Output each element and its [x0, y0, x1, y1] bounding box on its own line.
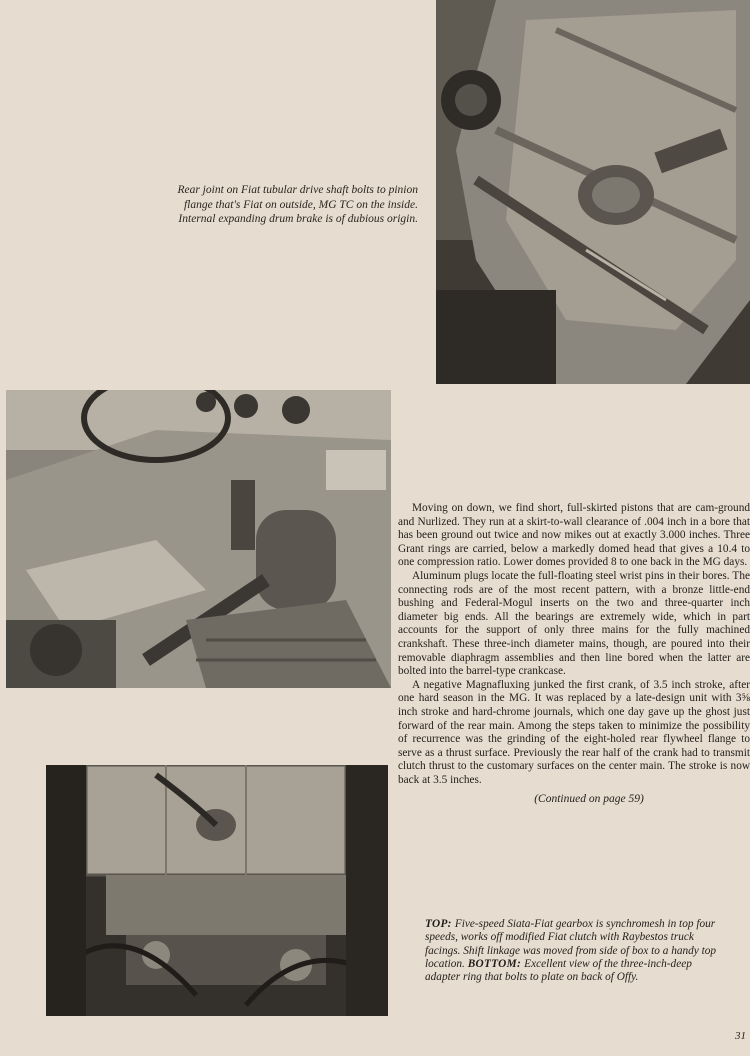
caption-label-bottom: BOTTOM:: [467, 957, 525, 970]
photo-cockpit: [6, 390, 391, 688]
article-body: [398, 502, 750, 807]
caption-line: Rear joint on Fiat tubular drive shaft bolts to pinion: [177, 184, 418, 196]
caption-text-bottom: Excellent view of the three-inch-deep adapter ring that bolts to plate on back of Offy.: [425, 957, 692, 984]
caption-gearbox: [425, 918, 725, 984]
photo-gearbox: [46, 765, 388, 1016]
continued-on-page: (Continued on page 59): [534, 793, 644, 806]
caption-text-top: Five-speed Siata-Fiat gearbox is synchromesh in top four speeds, works off modified Fiat clutch with Raybestos truck facings. Shift linkage was moved from side of box to a handy top location.: [425, 918, 717, 970]
page-number: 31: [735, 1030, 746, 1042]
caption-label-top: TOP:: [425, 918, 455, 930]
caption-line: Internal expanding drum brake is of dubious origin.: [178, 213, 418, 225]
caption-rear-joint: [110, 183, 418, 227]
caption-line: flange that's Fiat on outside, MG TC on the inside.: [183, 198, 418, 211]
article-paragraph: Aluminum plugs locate the full-floating steel wrist pins in their bores. The connecting rods are of the most recent pattern, with a bronze little-end bushing and Federal-Mogul inserts on the two and three-quarter inch diameter big ends. All the bearings are extremely wide, which in part accounts for the support of only three mains for the fully machined crankshaft. These three-inch diameter mains, though, are poured into their removable diaphragm assemblies and then line bored when the latter are bolted into the barrel-type crankcase.: [398, 569, 750, 678]
photo-rear-axle: [436, 0, 750, 384]
article-paragraph: Moving on down, we find short, full-skirted pistons that are cam-ground and Nurlized. They run at a skirt-to-wall clearance of .004 inch in a bore that has been ground out twice and now mikes out at exactly 3.000 inches. Three Grant rings are carried, below a markedly domed head that gives a 10.4 to one compression ratio. Lower domes provided 8 to one back in the MG days.: [398, 502, 750, 569]
article-paragraph: A negative Magnafluxing junked the first crank, of 3.5 inch stroke, after one hard season in the MG. It was replaced by a late-design unit with 3⅝ inch stroke and hard-chrome journals, which one day gave up the ghost just forward of the rear main. Among the steps taken to minimize the possibility of recurrence was the grinding of the eight-holed rear flywheel flange to serve as a thrust surface. Previously the rear half of the crank had to transmit clutch thrust to the customary surfaces on the center main. The stroke is now back at 3.5 inches.: [398, 678, 750, 786]
